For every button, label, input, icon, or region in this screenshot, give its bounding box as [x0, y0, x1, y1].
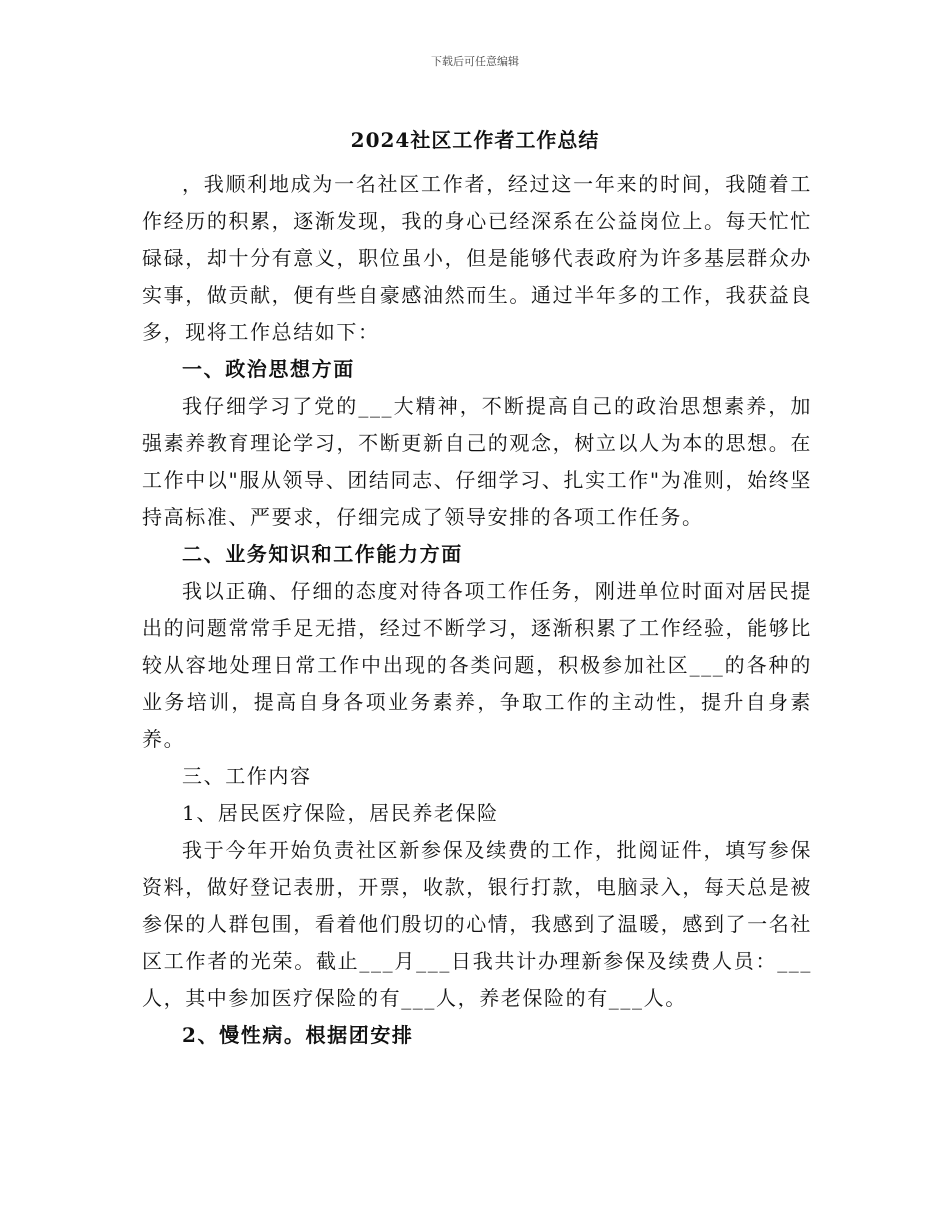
section-heading-politics: 一、政治思想方面 — [182, 357, 355, 381]
intro-paragraph: ，我顺利地成为一名社区工作者，经过这一年来的时间，我随着工作经历的积累，逐渐发现，我的身心已经深系在公益岗位上。每天忙忙碌碌，却十分有意义，职位虽小，但是能够代表政府为许多基层群众办实事，做贡献，便有些自豪感油然而生。通过半年多的工作，我获益良多，现将工作总结如下： — [142, 172, 812, 344]
subsection-body-insurance: 我于今年开始负责社区新参保及续费的工作，批阅证件，填写参保资料，做好登记表册，开票，收款，银行打款，电脑录入，每天总是被参保的人群包围，看着他们殷切的心情，我感到了温暖，感到了一名社区工作者的光荣。截止___月___日我共计办理新参保及续费人员：___人，其中参加医疗保险的有___人，养老保险的有___人。 — [142, 838, 812, 1010]
document-body — [142, 166, 812, 1054]
section-heading-business: 二、业务知识和工作能力方面 — [182, 542, 463, 566]
document-title: 2024社区工作者工作总结 — [350, 128, 600, 152]
page-header-note: 下载后可任意编辑 — [431, 55, 519, 68]
section-heading-work-content: 三、工作内容 — [182, 764, 312, 788]
section-body-business: 我以正确、仔细的态度对待各项工作任务，刚进单位时面对居民提出的问题常常手足无措，经过不断学习，逐渐积累了工作经验，能够比较从容地处理日常工作中出现的各类问题，积极参加社区___的各种的业务培训，提高自身各项业务素养，争取工作的主动性，提升自身素养。 — [142, 579, 812, 751]
subsection-heading-chronic-disease: 2、慢性病。根据团安排 — [182, 1023, 414, 1047]
subsection-heading-insurance: 1、居民医疗保险，居民养老保险 — [182, 801, 499, 825]
section-body-politics: 我仔细学习了党的___大精神，不断提高自己的政治思想素养，加强素养教育理论学习，不断更新自己的观念，树立以人为本的思想。在工作中以"服从领导、团结同志、仔细学习、扎实工作"为准则，始终坚持高标准、严要求，仔细完成了领导安排的各项工作任务。 — [142, 394, 812, 529]
